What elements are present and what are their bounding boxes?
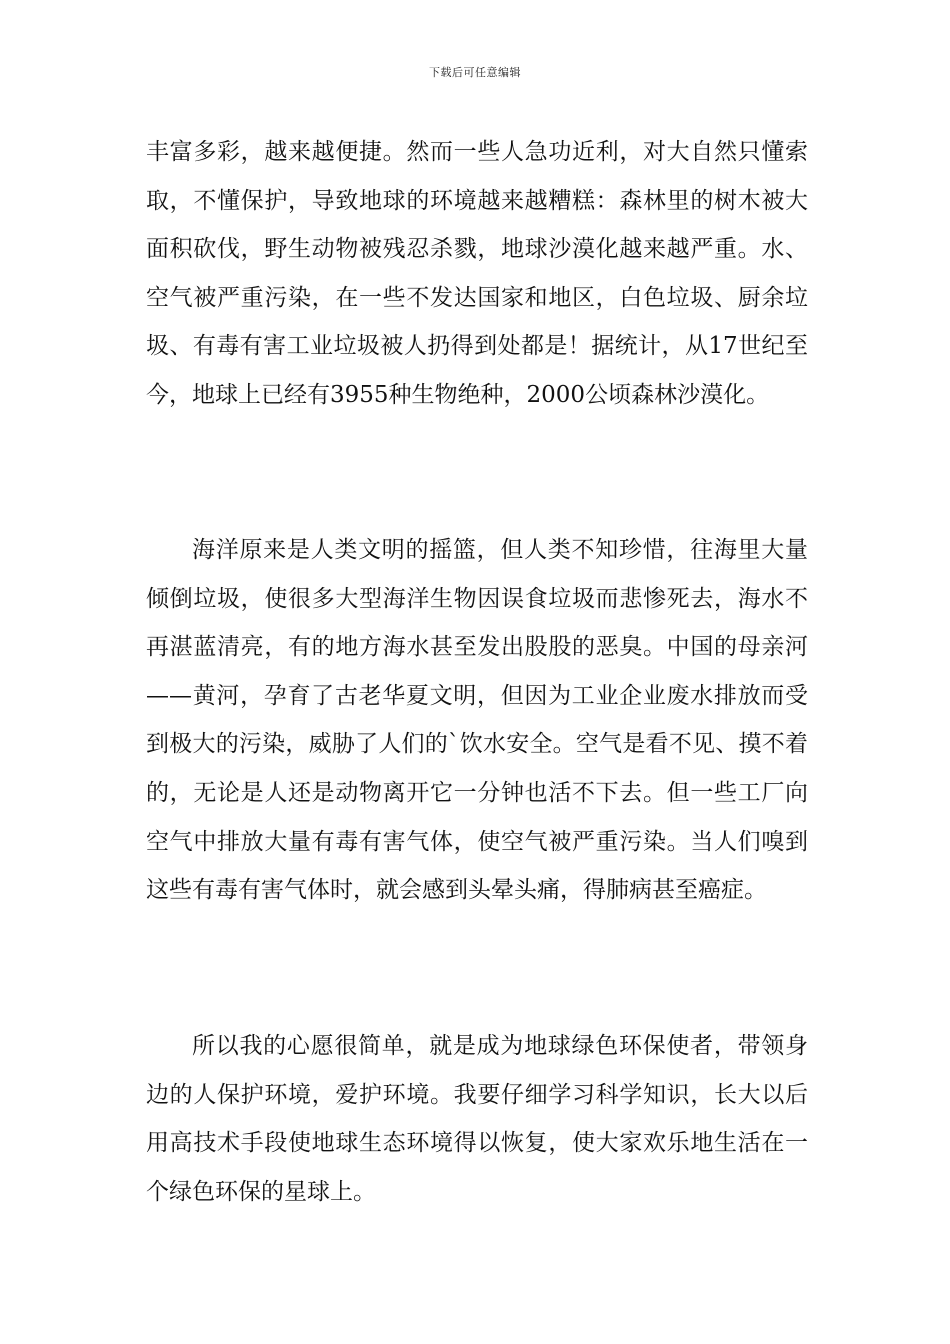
paragraph-ocean-river-air: 海洋原来是人类文明的摇篮，但人类不知珍惜，往海里大量倾倒垃圾，使很多大型海洋生物因误食垃圾而悲惨死去，海水不再湛蓝清亮，有的地方海水甚至发出股股的恶臭。中国的母亲河——黄河，孕育了古老华夏文明，但因为工业企业废水排放而受到极大的污染，威胁了人们的`饮水安全。空气是看不见、摸不着的，无论是人还是动物离开它一分钟也活不下去。但一些工厂向空气中排放大量有毒有害气体，使空气被严重污染。当人们嗅到这些有毒有害气体时，就会感到头晕头痛，得肺病甚至癌症。: [146, 537, 808, 904]
paragraph-environment-damage: 丰富多彩，越来越便捷。然而一些人急功近利，对大自然只懂索取，不懂保护，导致地球的环境越来越糟糕：森林里的树木被大面积砍伐，野生动物被残忍杀戮，地球沙漠化越来越严重。水、空气被严重污染，在一些不发达国家和地区，白色垃圾、厨余垃圾、有毒有害工业垃圾被人扔得到处都是！据统计，从17世纪至今，地球上已经有3955种生物绝种，2000公顷森林沙漠化。: [146, 139, 808, 408]
paragraph-wish: 所以我的心愿很简单，就是成为地球绿色环保使者，带领身边的人保护环境，爱护环境。我要仔细学习科学知识，长大以后用高技术手段使地球生态环境得以恢复，使大家欢乐地生活在一个绿色环保的星球上。: [146, 1033, 808, 1205]
page-header: 下载后可任意编辑: [429, 66, 521, 79]
